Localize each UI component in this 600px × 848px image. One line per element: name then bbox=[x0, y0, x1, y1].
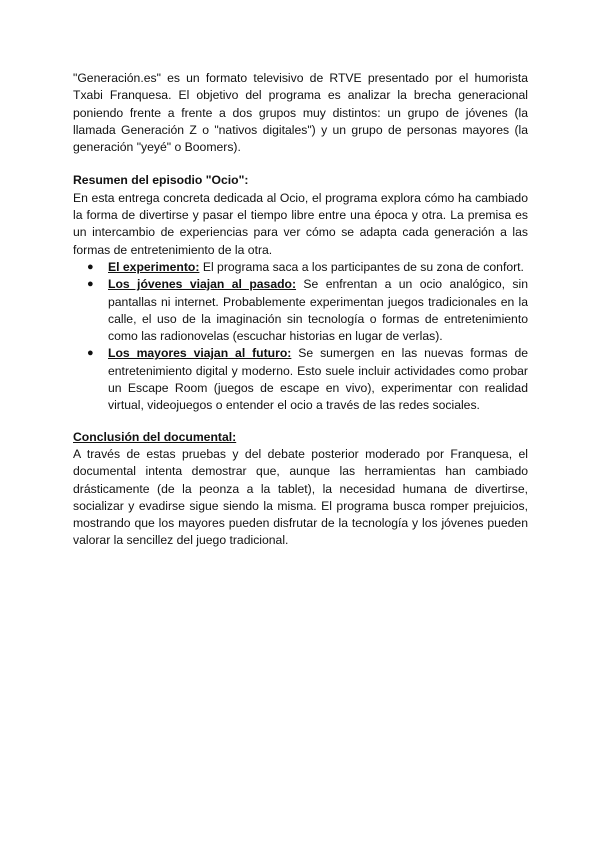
list-item bbox=[73, 345, 528, 414]
bullet-icon: ● bbox=[87, 260, 94, 273]
document-page bbox=[73, 70, 528, 550]
item-title: Los mayores viajan al futuro: bbox=[108, 346, 292, 361]
summary-paragraph: En esta entrega concreta dedicada al Ocio, el programa explora cómo ha cambiado la forma de divertirse y pasar el tiempo libre entre una época y otra. La premisa es un intercambio de experiencias para ver cómo se adapta cada generación a las formas de entretenimiento de la otra. bbox=[73, 190, 528, 257]
item-text: Se enfrentan a un ocio analógico, sin pantallas ni internet. Probablemente experimentan juegos tradicionales en la calle, el uso de la imaginación sin tecnología o formas de entretenimiento como las radionovelas (escuchar historias en lugar de verlas). bbox=[108, 277, 528, 344]
item-title: Los jóvenes viajan al pasado: bbox=[108, 277, 297, 292]
summary-list bbox=[73, 259, 528, 415]
list-item bbox=[73, 259, 528, 276]
intro-paragraph: "Generación.es" es un formato televisivo de RTVE presentado por el humorista Txabi Franquesa. El objetivo del programa es analizar la brecha generacional poniendo frente a frente a dos grupos muy distintos: un grupo de jóvenes (la llamada Generación Z o "nativos digitales") y un grupo de personas mayores (la generación "yeyé" o Boomers). bbox=[73, 71, 528, 155]
item-text: Se sumergen en las nuevas formas de entretenimiento digital y moderno. Esto suele incluir actividades como probar un Escape Room (juegos de escape en vivo), experimentar con realidad virtual, videojuegos o entender el ocio a través de las redes sociales. bbox=[108, 346, 528, 413]
conclusion-paragraph: A través de estas pruebas y del debate posterior moderado por Franquesa, el documental intenta demostrar que, aunque las herramientas han cambiado drásticamente (de la peonza a la tablet), la necesidad humana de divertirse, socializar y evadirse sigue siendo la misma. El programa busca romper prejuicios, mostrando que los mayores pueden disfrutar de la tecnología y los jóvenes pueden valorar la sencillez del juego tradicional. bbox=[73, 446, 528, 548]
conclusion-heading: Conclusión del documental: bbox=[73, 429, 237, 444]
bullet-icon: ● bbox=[87, 347, 94, 360]
summary-heading: Resumen del episodio "Ocio": bbox=[73, 173, 249, 188]
item-title: El experimento: bbox=[108, 259, 200, 274]
bullet-icon: ● bbox=[87, 278, 94, 291]
list-item bbox=[73, 276, 528, 345]
item-text: El programa saca a los participantes de su zona de confort. bbox=[199, 259, 524, 274]
conclusion-section bbox=[73, 429, 528, 550]
